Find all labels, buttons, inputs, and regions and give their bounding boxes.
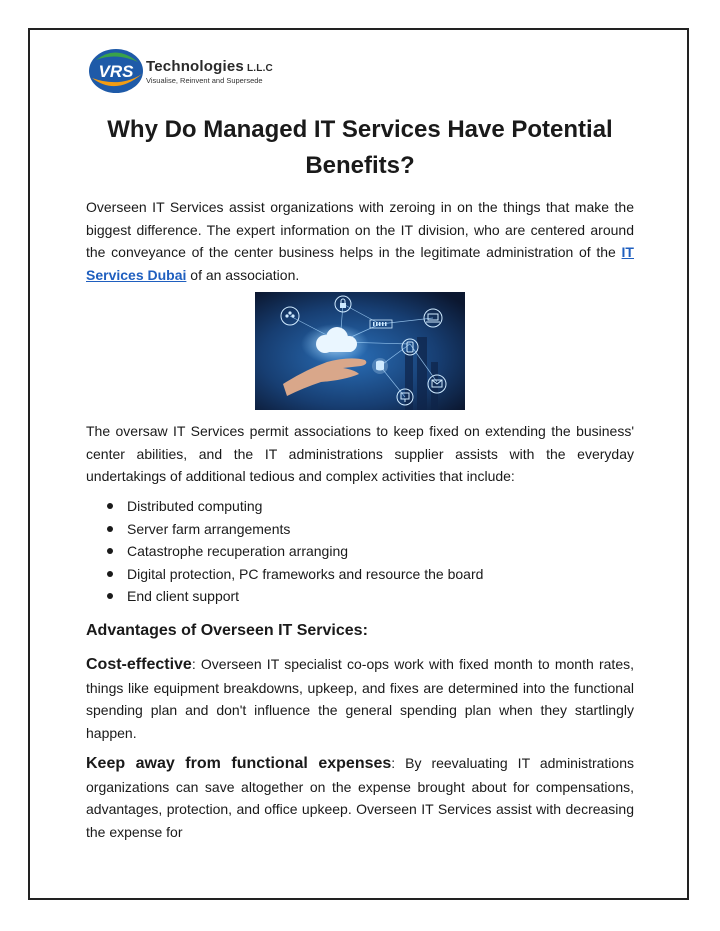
intro-text-after: of an association. bbox=[186, 266, 300, 283]
brand-name: Technologies bbox=[146, 58, 244, 75]
brand-block bbox=[146, 58, 273, 85]
logo-letters: VRS bbox=[98, 62, 134, 81]
intro-text-before: Overseen IT Services assist organizations with zeroing in on the things that make the biggest difference. The expert information on the IT division, who are centered around the conveyance of the center business helps in the legitimate administration of the bbox=[86, 199, 634, 260]
database-icon bbox=[372, 358, 388, 374]
list-item: Digital protection, PC frameworks and resource the board bbox=[86, 563, 634, 586]
document-title: Why Do Managed IT Services Have Potential Benefits? bbox=[107, 116, 613, 179]
intro-paragraph bbox=[86, 196, 634, 286]
brand-suffix: L.L.C bbox=[246, 63, 273, 74]
functional-expenses-text: : By reevaluating IT administrations organizations can save altogether on the expense brought about for compensations, advantages, protection, and office upkeep. Overseen IT Services assist with decreasing the expense for bbox=[86, 755, 634, 840]
services-list bbox=[86, 495, 634, 608]
services-paragraph: The oversaw IT Services permit associations to keep fixed on extending the business' center abilities, and the IT administrations supplier assists with the everyday undertakings of additional tedious and complex activities that include: bbox=[86, 423, 634, 484]
brand-name-line bbox=[146, 58, 273, 75]
list-item: Server farm arrangements bbox=[86, 518, 634, 541]
advantages-heading: Advantages of Overseen IT Services: bbox=[86, 622, 368, 639]
cost-effective-lead: Cost-effective bbox=[86, 656, 192, 673]
brand-tagline: Visualise, Reinvent and Supersede bbox=[146, 76, 263, 85]
cost-effective-text: : Overseen IT specialist co-ops work with fixed month to month rates, things like equipment breakdowns, upkeep, and fixes are determined into the functional spending plan and don't influence the general spending plan when they startlingly happen. bbox=[86, 656, 634, 741]
list-item: End client support bbox=[86, 585, 634, 608]
functional-expenses-paragraph bbox=[86, 752, 634, 843]
functional-expenses-lead: Keep away from functional expenses bbox=[86, 755, 392, 772]
list-item: Distributed computing bbox=[86, 495, 634, 518]
cost-effective-paragraph bbox=[86, 653, 634, 744]
it-services-dubai-link[interactable]: IT Services Dubai bbox=[86, 244, 634, 283]
cloud-hand-image bbox=[255, 292, 465, 410]
list-item: Catastrophe recuperation arranging bbox=[86, 540, 634, 563]
